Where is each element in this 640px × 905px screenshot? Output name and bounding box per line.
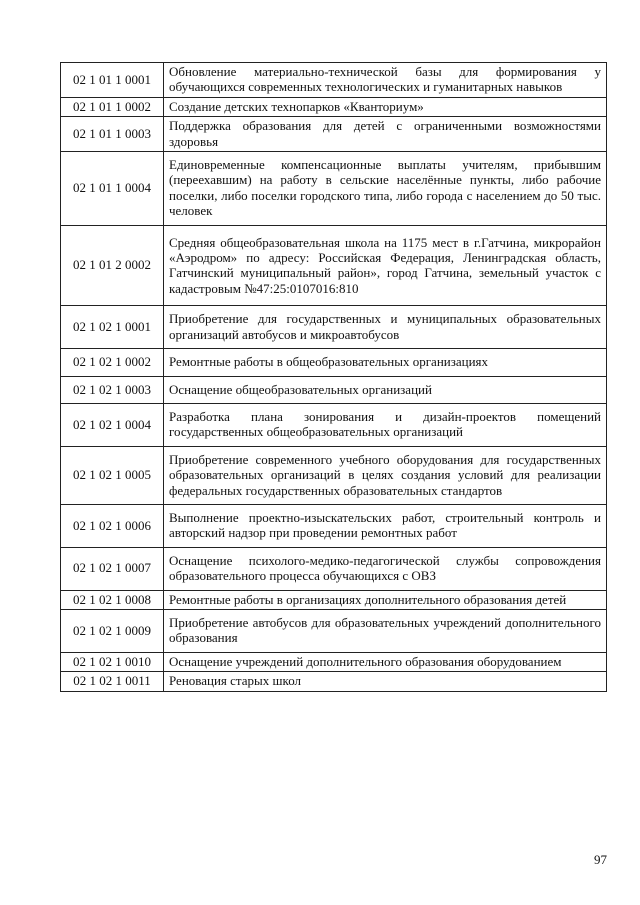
description-cell: Разработка плана зонирования и дизайн-проектов помещений государственных общеобразовательных организаций [164, 403, 607, 446]
table-row [61, 63, 607, 98]
code-cell: 02 1 02 1 0003 [61, 376, 164, 403]
code-cell: 02 1 02 1 0001 [61, 306, 164, 349]
code-cell: 02 1 02 1 0006 [61, 504, 164, 547]
description-cell: Приобретение современного учебного оборудования для государственных образовательных организаций в целях создания условий для реализации федеральных государственных образовательных стандартов [164, 446, 607, 504]
code-cell: 02 1 02 1 0005 [61, 446, 164, 504]
description-cell: Создание детских технопарков «Кванториум» [164, 97, 607, 116]
description-cell: Оснащение психолого-медико-педагогической службы сопровождения образовательного процесса обучающихся с ОВЗ [164, 547, 607, 590]
description-cell: Средняя общеобразовательная школа на 1175 мест в г.Гатчина, микрорайон «Аэродром» по адресу: Российская Федерация, Ленинградская область, Гатчинский муниципальный район», город Гатчина, земельный участок с кадастровым №47:25:0107016:810 [164, 225, 607, 306]
budget-codes-table [60, 62, 607, 692]
code-cell: 02 1 01 2 0002 [61, 225, 164, 306]
code-cell: 02 1 02 1 0011 [61, 672, 164, 691]
code-cell: 02 1 02 1 0004 [61, 403, 164, 446]
code-cell: 02 1 01 1 0003 [61, 117, 164, 152]
code-cell: 02 1 02 1 0008 [61, 590, 164, 609]
code-cell: 02 1 02 1 0007 [61, 547, 164, 590]
table-row [61, 672, 607, 691]
table-row [61, 152, 607, 226]
table-row [61, 306, 607, 349]
description-cell: Единовременные компенсационные выплаты учителям, прибывшим (переехавшим) на работу в сельские населённые пункты, либо рабочие поселки, либо поселки городского типа, либо города с населением до 50 тыс. человек [164, 152, 607, 226]
table-row [61, 403, 607, 446]
table-row [61, 349, 607, 376]
table-row [61, 504, 607, 547]
table-row [61, 446, 607, 504]
table-row [61, 609, 607, 652]
code-cell: 02 1 01 1 0002 [61, 97, 164, 116]
table-row [61, 652, 607, 671]
table-row [61, 590, 607, 609]
table-row [61, 97, 607, 116]
table-row [61, 117, 607, 152]
code-cell: 02 1 02 1 0002 [61, 349, 164, 376]
code-cell: 02 1 01 1 0001 [61, 63, 164, 98]
description-cell: Поддержка образования для детей с ограниченными возможностями здоровья [164, 117, 607, 152]
description-cell: Ремонтные работы в общеобразовательных организациях [164, 349, 607, 376]
description-cell: Оснащение учреждений дополнительного образования оборудованием [164, 652, 607, 671]
code-cell: 02 1 02 1 0010 [61, 652, 164, 671]
table-row [61, 376, 607, 403]
description-cell: Оснащение общеобразовательных организаций [164, 376, 607, 403]
description-cell: Реновация старых школ [164, 672, 607, 691]
page-number: 97 [594, 852, 607, 867]
code-cell: 02 1 02 1 0009 [61, 609, 164, 652]
code-cell: 02 1 01 1 0004 [61, 152, 164, 226]
table-row [61, 225, 607, 306]
description-cell: Обновление материально-технической базы для формирования у обучающихся современных технологических и гуманитарных навыков [164, 63, 607, 98]
description-cell: Выполнение проектно-изыскательских работ, строительный контроль и авторский надзор при проведении ремонтных работ [164, 504, 607, 547]
table-row [61, 547, 607, 590]
description-cell: Приобретение автобусов для образовательных учреждений дополнительного образования [164, 609, 607, 652]
description-cell: Ремонтные работы в организациях дополнительного образования детей [164, 590, 607, 609]
description-cell: Приобретение для государственных и муниципальных образовательных организаций автобусов и микроавтобусов [164, 306, 607, 349]
